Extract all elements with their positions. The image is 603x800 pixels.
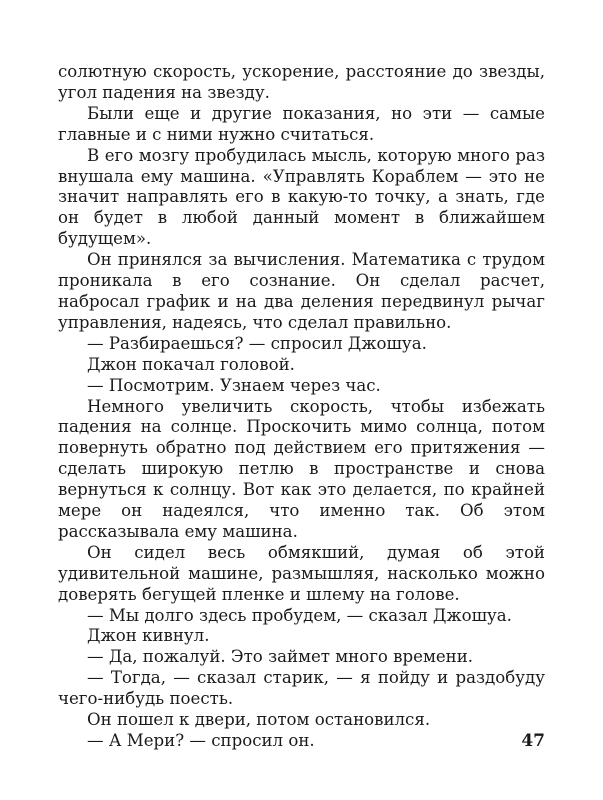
paragraph: Джон кивнул. xyxy=(87,626,210,646)
dialogue-line: — Посмотрим. Узнаем через час. xyxy=(87,375,381,395)
dialogue-line: — Да, пожалуй. Это займет много времени. xyxy=(87,647,474,667)
dialogue-line: — Мы долго здесь пробудем, — сказал Джошуа. xyxy=(87,605,512,625)
paragraph: В его мозгу пробудилась мысль, которую много раз внушала ему машина. «Управлять Кораблем — это не значит направлять его в какую-то точку, а знать, где он будет в любой данный момент в ближайшем будущем». xyxy=(58,145,545,249)
paragraph-continuation: солютную скорость, ускорение, расстояние до звезды, угол падения на звезду. xyxy=(58,62,545,102)
paragraph: Он сидел весь обмякший, думая об этой удивительной машине, размышляя, насколько можно доверять бегущей пленке и шлему на голове. xyxy=(58,542,545,604)
paragraph: Джон покачал головой. xyxy=(87,354,295,374)
paragraph: Были еще и другие показания, но эти — самые главные и с ними нужно считаться. xyxy=(58,103,545,144)
dialogue-line: — Тогда, — сказал старик, — я пойду и раздобуду чего-нибудь поесть. xyxy=(58,668,545,709)
page-number: 47 xyxy=(521,731,545,751)
paragraph: Он пошел к двери, потом остановился. xyxy=(87,710,431,730)
dialogue-line: — Разбираешься? — спросил Джошуа. xyxy=(87,333,427,353)
paragraph: Немного увеличить скорость, чтобы избежать падения на солнце. Проскочить мимо солнца, потом повернуть обратно под действием его притяжения — сделать широкую петлю в пространстве и снова вернуться к солнцу. Вот как это делается, по крайней мере он надеялся, что именно так. Об этом рассказывала ему машина. xyxy=(58,396,545,541)
body-text xyxy=(58,62,545,752)
paragraph: Он принялся за вычисления. Математика с трудом проникала в его сознание. Он сделал расчет, набросал график и на два деления передвинул рычаг управления, надеясь, что сделал правильно. xyxy=(58,250,545,332)
dialogue-line: — А Мери? — спросил он. xyxy=(87,731,315,750)
